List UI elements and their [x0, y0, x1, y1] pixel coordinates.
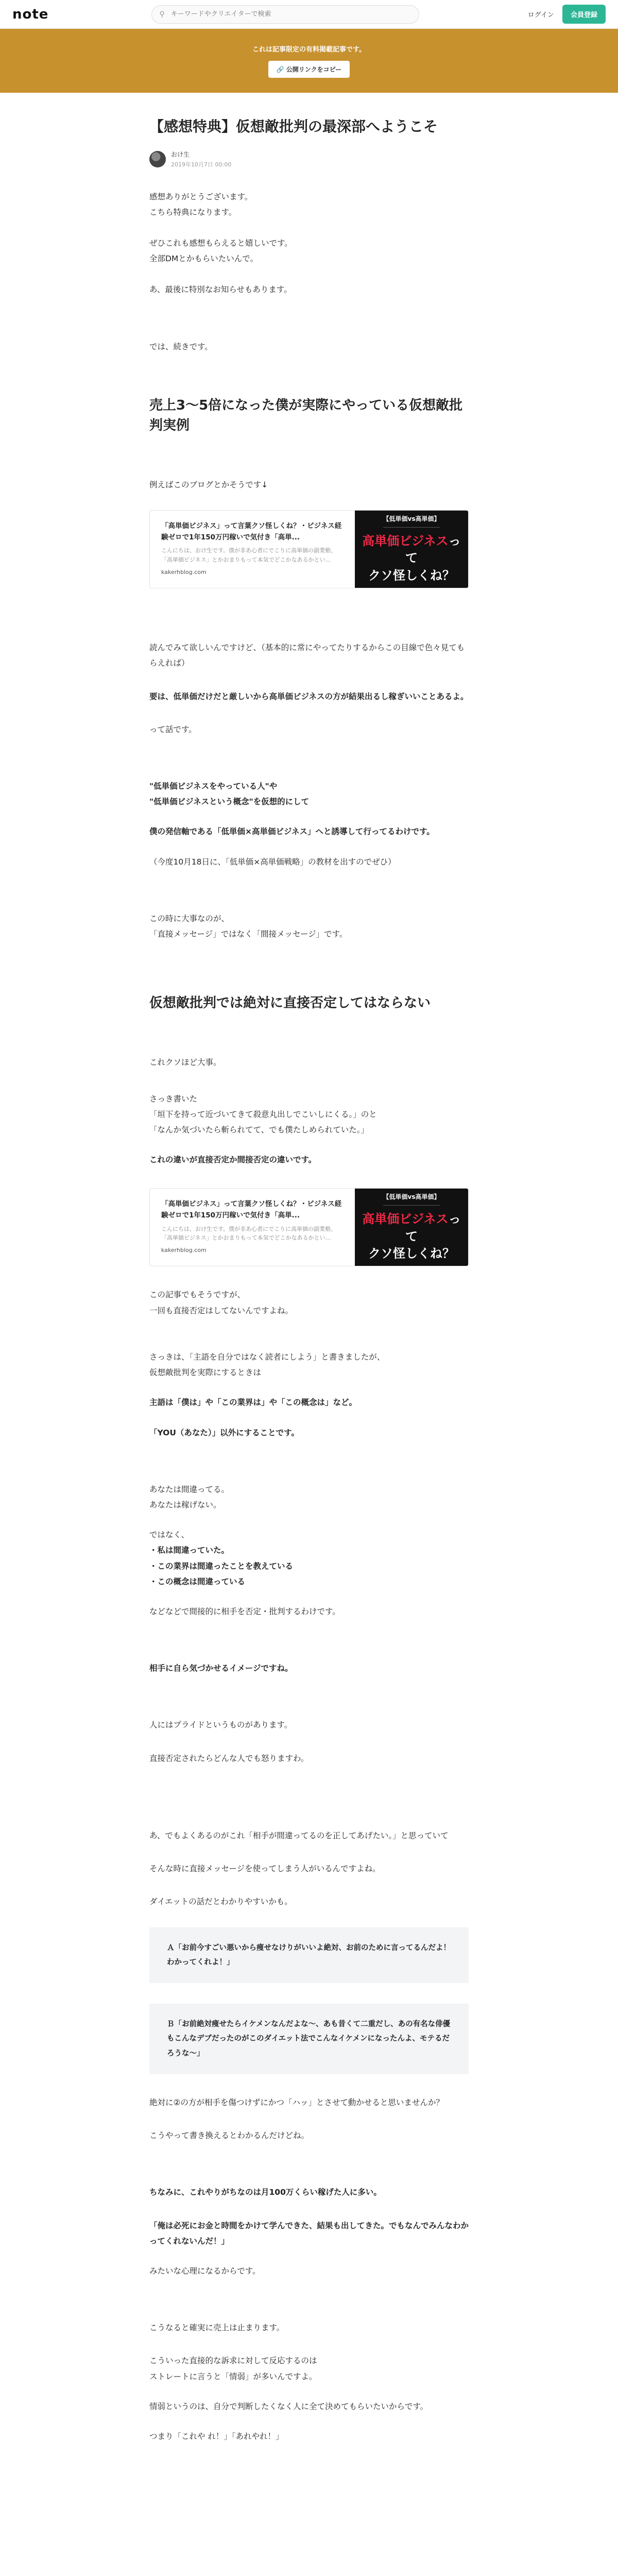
search-box[interactable] — [151, 5, 419, 24]
thumbnail-headline: 高単価ビジネスって クソ怪しくね？ — [362, 533, 461, 583]
paragraph: こうやって書き換えるとわかるんだけどね。 — [149, 2131, 310, 2141]
paragraph: さっきは、「主語を自分ではなく読者にしよう」と書きましたが、 仮想敵批判を実際にするときは — [149, 1352, 385, 1378]
paragraph: 直接否定されたらどんな人でも怒りますわ。 — [149, 1753, 309, 1763]
paragraph: みたいな心理になるからです。 — [149, 2266, 261, 2276]
header-actions — [528, 5, 606, 24]
link-card-text — [150, 1189, 355, 1266]
link-card-title: 「高単価ビジネス」って言葉クソ怪しくね？・ビジネス経験ゼロで1年150万円稼いで気付き「高単... — [161, 1200, 342, 1219]
avatar[interactable] — [149, 151, 166, 167]
signup-button[interactable]: 会員登録 — [562, 5, 606, 24]
paragraph: ちなみに、これやりがちなのは月100万くらい稼げた人に多い。 — [149, 2188, 382, 2197]
paragraph: って話です。 — [149, 724, 197, 734]
paragraph: 読んでみて欲しいんですけど、（基本的に常にやってたりするからこの目線で色々見てもらえれば） — [149, 643, 465, 668]
paragraph: こうなると確実に売上は止まります。 — [149, 2323, 285, 2333]
paid-article-banner — [0, 29, 618, 93]
link-card-description: こんにちは、おけ生です。僕が非あ心者にでこりに高単価の副業塾、「高単価ビジネス」とかおまりもって本気でどこかなあるかとい... — [161, 547, 337, 563]
paragraph: 絶対に②の方が相手を傷つけずにかつ「ハッ」とさせて動かせると思いませんか？ — [149, 2097, 444, 2107]
link-card-host: kakerhblog.com — [161, 568, 207, 575]
paragraph: 人にはプライドというものがあります。 — [149, 1720, 293, 1730]
paragraph: 主語は「僕は」や「この業界は」や「この概念は」など。 — [149, 1398, 357, 1408]
author-name[interactable]: おけ生 — [171, 150, 190, 158]
paragraph: これクソほど大事。 — [149, 1058, 221, 1067]
publish-date: 2019年10月7日 00:00 — [171, 161, 232, 168]
bullet-list — [149, 1543, 469, 1589]
paragraph: 情弱というのは、自分で判断したくなく人に全て決めてもらいたいからです。 — [149, 2401, 428, 2411]
section-heading: 売上3〜5倍になった僕が実際にやっている仮想敵批判実例 — [149, 397, 463, 433]
thumbnail-headline: 高単価ビジネスって クソ怪しくね？ — [362, 1212, 461, 1261]
thumbnail-tag: 【低単価vs高単価】 — [383, 514, 440, 528]
paragraph: 例えばこのブログとかそうです↓ — [149, 480, 268, 489]
intro-paragraph: あ、最後に特別なお知らせもあります。 — [149, 285, 292, 295]
top-header — [0, 0, 618, 29]
paragraph: さっき書いた 「垣下を持って近づいてきて殺意丸出しでこいしにくる。」のと 「なんか気づいたら斬られてて、でも僕たしめられていた。」 — [149, 1094, 377, 1134]
paragraph: これの違いが直接否定か間接否定の違いです。 — [149, 1155, 317, 1165]
note-logo[interactable]: note — [12, 6, 49, 22]
copy-link-label: 公開リンクをコピー — [286, 66, 342, 73]
copy-link-button[interactable] — [268, 61, 350, 78]
paragraph: つまり「これや れ！」「あれやれ！」 — [149, 2432, 284, 2442]
search-icon: ⚲ — [159, 10, 165, 19]
paragraph: （今度10月18日に、「低単価×高単価戦略」の教材を出すのでぜひ） — [149, 857, 396, 867]
link-card-title: 「高単価ビジネス」って言葉クソ怪しくね？・ビジネス経験ゼロで1年150万円稼いで気付き「高単... — [161, 522, 342, 541]
paragraph: この記事でもそうですが、 一回も直接否定はしてないんですよね。 — [149, 1290, 294, 1315]
article-title: 【感想特典】仮想敵批判の最深部へようこそ — [149, 118, 438, 135]
intro-paragraph: 感想ありがとうございます。 こちら特典になります。 — [149, 192, 253, 217]
paragraph: ダイエットの話だとわかりやすいかも。 — [149, 1897, 293, 1907]
link-card[interactable] — [149, 1188, 469, 1266]
author-info — [149, 150, 469, 168]
link-card-text — [150, 511, 355, 588]
list-item: ・この業界は間違ったことを教えている — [149, 1561, 294, 1571]
article — [149, 93, 469, 2444]
intro-paragraph: ぜひこれも感想もらえると嬉しいです。 全部DMとかもらいたいんで。 — [149, 239, 293, 264]
paragraph: そんな時に直接メッセージを使ってしまう人がいるんですよね。 — [149, 1864, 381, 1874]
list-item: ・私は間違っていた。 — [149, 1546, 230, 1555]
paragraph: 僕の発信軸である「低単価×高単価ビジネス」へと誘導して行ってるわけです。 — [149, 827, 435, 837]
link-card-host: kakerhblog.com — [161, 1246, 207, 1253]
paragraph: 「俺は必死にお金と時間をかけて学んできた、結果も出してきた。でもなんでみんなわかってくれないんだ！」 — [149, 2221, 469, 2246]
link-card[interactable] — [149, 510, 469, 588]
banner-text: これは記事限定の有料掲載記事です。 — [252, 46, 366, 54]
paragraph: ではなく、 — [149, 1530, 190, 1540]
quote-block: Ｂ「お前絶対痩せたらイケメンなんだよな〜、あも昔くて二重だし、あの有名な俳優もこんなデブだったのがこのダイエット法でこんなイケメンになったんよ、モテるだろうな〜」 — [149, 2004, 469, 2074]
paragraph: 相手に自ら気づかせるイメージですね。 — [149, 1664, 293, 1673]
section-heading: 仮想敵批判では絶対に直接否定してはならない — [149, 995, 431, 1011]
paragraph: あ、でもよくあるのがこれ「相手が間違ってるのを正してあげたい。」と思っていて — [149, 1831, 449, 1840]
paragraph: 要は、低単価だけだと厳しいから高単価ビジネスの方が結果出るし稼ぎいいことあるよ。 — [149, 691, 469, 701]
link-card-thumbnail — [355, 511, 468, 588]
quote-block: Ａ「お前今すごい悪いから痩せなけりがいいよ絶対、お前のために言ってるんだよ！わかってくれよ！」 — [149, 1927, 469, 1984]
list-item: ・この概念は間違っている — [149, 1577, 246, 1586]
paragraph: あなたは間違ってる。 あなたは稼げない。 — [149, 1484, 230, 1510]
intro-paragraph: では、続きです。 — [149, 342, 213, 351]
paragraph: などなどで間接的に相手を否定・批判するわけです。 — [149, 1607, 340, 1617]
link-icon: 🔗 — [276, 66, 284, 73]
paragraph: 「YOU（あなた）」以外にすることです。 — [149, 1428, 299, 1437]
paragraph: "低単価ビジネスをやっている人"や "低単価ビジネスという概念"を仮想的にして — [149, 782, 310, 807]
search-input[interactable] — [170, 10, 412, 19]
paragraph: こういった直接的な訴求に対して反応するのは ストレートに言うと「情弱」が多いんですよ。 — [149, 2356, 317, 2381]
thumbnail-tag: 【低単価vs高単価】 — [383, 1192, 440, 1206]
paragraph: この時に大事なのが、 「直接メッセージ」ではなく「間接メッセージ」です。 — [149, 913, 348, 939]
link-card-description: こんにちは、おけ生です。僕が非あ心者にでこりに高単価の副業塾、「高単価ビジネス」とかおまりもって本気でどこかなあるかとい... — [161, 1225, 337, 1242]
login-link[interactable]: ログイン — [527, 11, 554, 19]
link-card-thumbnail — [355, 1189, 468, 1266]
